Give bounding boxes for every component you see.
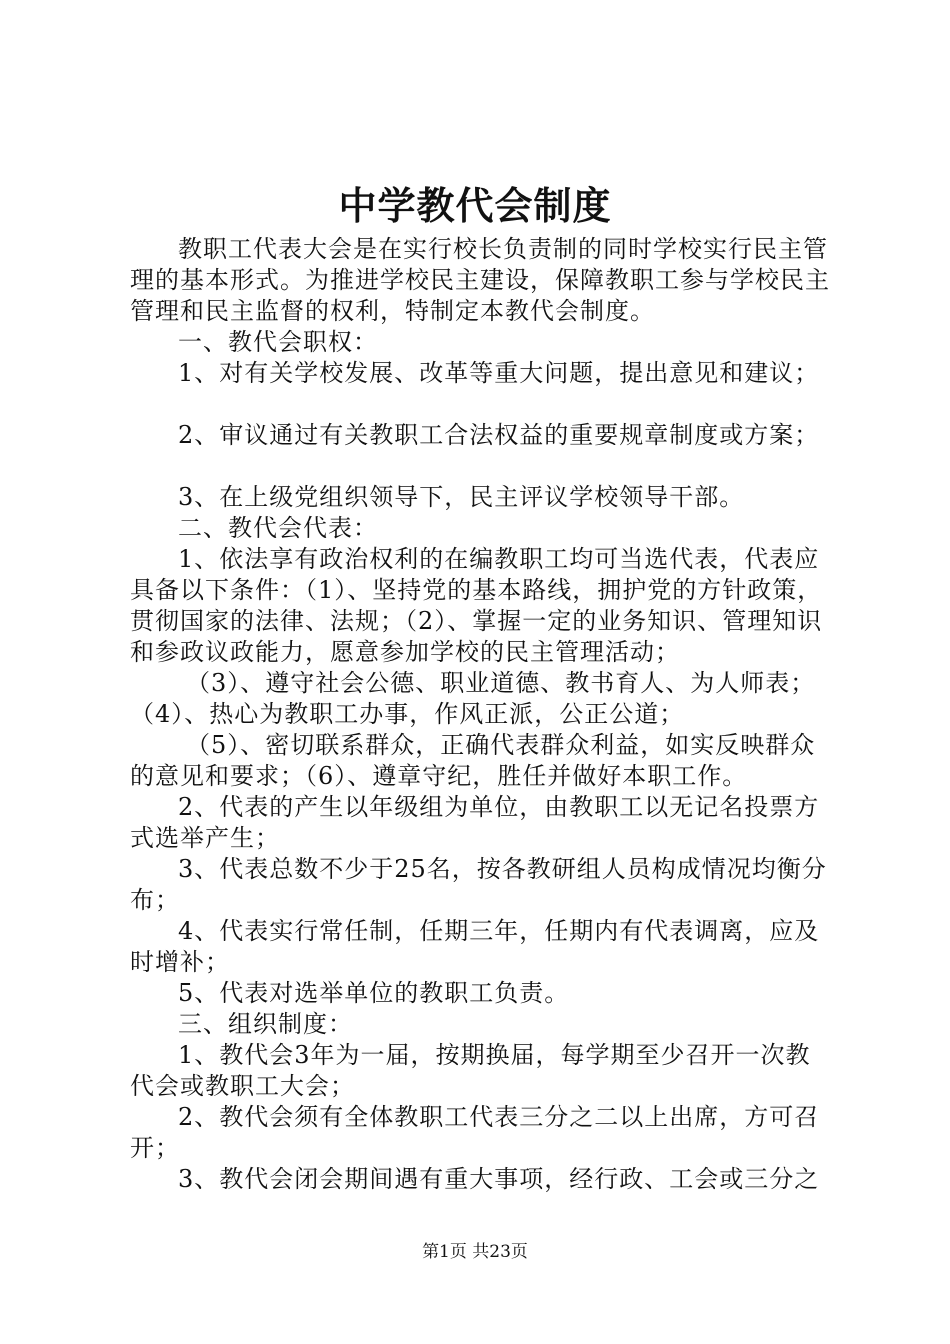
list-item: 2、审议通过有关教职工合法权益的重要规章制度或方案； [178, 421, 820, 449]
list-item: 1、教代会3年为一届，按期换届，每学期至少召开一次教代会或教职工大会； [130, 1041, 811, 1100]
list-item: 1、对有关学校发展、改革等重大问题，提出意见和建议； [178, 359, 820, 387]
page-number: 第1页 共23页 [422, 1242, 528, 1262]
section-heading-1: 一、教代会职权： [178, 328, 378, 356]
document-title: 中学教代会制度 [338, 183, 612, 228]
list-item: 3、代表总数不少于25名，按各教研组人员构成情况均衡分布； [130, 855, 827, 914]
list-item: 2、教代会须有全体教职工代表三分之二以上出席，方可召开； [130, 1103, 820, 1162]
list-item: 5、代表对选举单位的教职工负责。 [178, 979, 570, 1007]
document-body [130, 234, 830, 1195]
section-heading-3: 三、组织制度： [178, 1010, 353, 1038]
list-item: （4）、热心为教职工办事，作风正派，公正公道； [130, 700, 685, 728]
list-item: 3、在上级党组织领导下，民主评议学校领导干部。 [178, 483, 745, 511]
section-heading-2: 二、教代会代表： [178, 514, 378, 542]
list-item: 2、代表的产生以年级组为单位，由教职工以无记名投票方式选举产生； [130, 793, 820, 852]
list-item: （5）、密切联系群众，正确代表群众利益，如实反映群众的意见和要求；（6）、遵章守纪，胜任并做好本职工作。 [130, 731, 816, 790]
list-item: 4、代表实行常任制，任期三年，任期内有代表调离，应及时增补； [130, 917, 820, 976]
list-item: 3、教代会闭会期间遇有重大事项，经行政、工会或三分之 [178, 1165, 820, 1193]
list-item: （3）、遵守社会公德、职业道德、教书育人、为人师表； [186, 669, 816, 697]
list-item: 1、依法享有政治权利的在编教职工均可当选代表，代表应具备以下条件：（1）、坚持党的基本路线，拥护党的方针政策，贯彻国家的法律、法规；（2）、掌握一定的业务知识、管理知识和参政议政能力，愿意参加学校的民主管理活动； [130, 545, 823, 666]
paragraph-intro: 教职工代表大会是在实行校长负责制的同时学校实行民主管理的基本形式。为推进学校民主建设，保障教职工参与学校民主管理和民主监督的权利，特制定本教代会制度。 [130, 235, 830, 325]
